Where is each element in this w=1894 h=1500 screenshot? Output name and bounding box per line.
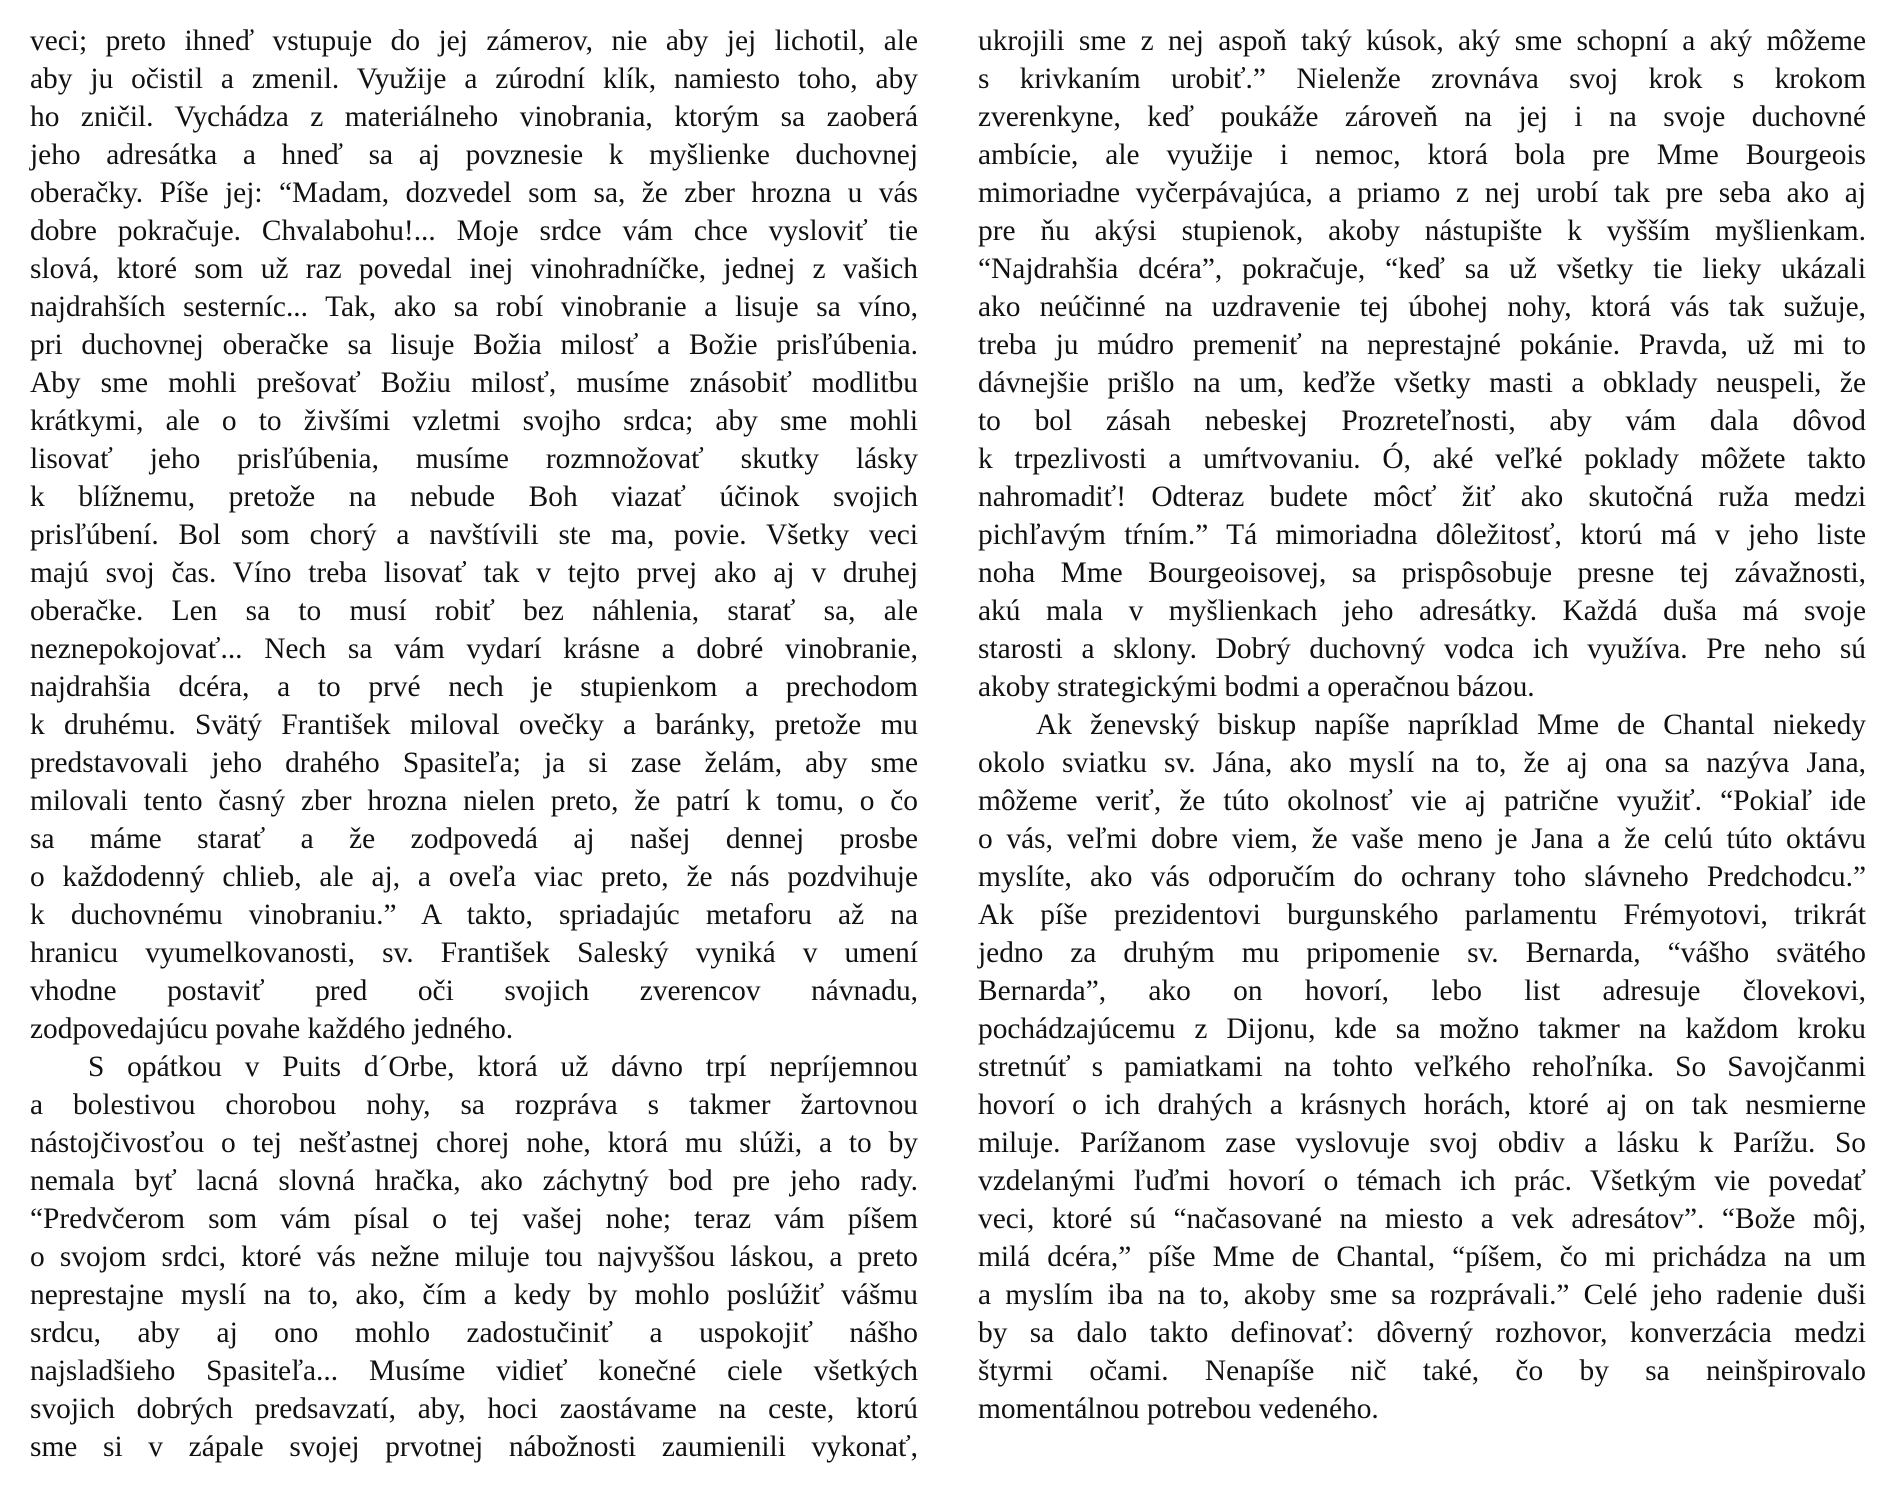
text-line: Bernarda”, ako on hovorí, lebo list adresuje človekovi, — [978, 975, 1866, 1007]
text-line: s krivkaním urobiť.” Nielenže zrovnáva svoj krok s krokom — [978, 63, 1866, 95]
text-line: aby ju očistil a zmenil. Využije a zúrodní klík, namiesto toho, aby — [30, 63, 918, 95]
text-line: sme si v zápale svojej prvotnej nábožnosti zaumienili vykonať, — [30, 1431, 918, 1463]
text-line: pre ňu akýsi stupienok, akoby nástupište k vyšším myšlienkam. — [978, 215, 1866, 247]
text-line: pichľavým tŕním.” Tá mimoriadna dôležitosť, ktorú má v jeho liste — [978, 519, 1866, 551]
text-line: pochádzajúcemu z Dijonu, kde sa možno takmer na každom kroku — [978, 1013, 1866, 1045]
text-line: mimoriadne vyčerpávajúca, a priamo z nej urobí tak pre seba ako aj — [978, 177, 1866, 209]
text-line: ambície, ale využije i nemoc, ktorá bola pre Mme Bourgeois — [978, 139, 1866, 171]
text-line: Aby sme mohli prešovať Božiu milosť, musíme znásobiť modlitbu — [30, 367, 918, 399]
text-line: S opátkou v Puits d´Orbe, ktorá už dávno trpí nepríjemnou — [88, 1051, 918, 1083]
text-line: dávnejšie prišlo na um, keďže všetky masti a obklady neuspeli, že — [978, 367, 1866, 399]
right-text-column — [978, 22, 1866, 1428]
text-line: o svojom srdci, ktoré vás nežne miluje tou najvyššou láskou, a preto — [30, 1241, 918, 1273]
text-line: veci; preto ihneď vstupuje do jej zámerov, nie aby jej lichotil, ale — [30, 25, 918, 57]
text-line: milá dcéra,” píše Mme de Chantal, “píšem, čo mi prichádza na um — [978, 1241, 1866, 1273]
text-line: a myslím iba na to, akoby sme sa rozprávali.” Celé jeho radenie duši — [978, 1279, 1866, 1311]
text-line: nemala byť lacná slovná hračka, ako záchytný bod pre jeho rady. — [30, 1165, 918, 1197]
text-line: ako neúčinné na uzdravenie tej úbohej nohy, ktorá vás tak sužuje, — [978, 291, 1866, 323]
text-line: vhodne postaviť pred oči svojich zverencov návnadu, — [30, 975, 918, 1007]
text-line: milovali tento časný zber hrozna nielen preto, že patrí k tomu, o čo — [30, 785, 918, 817]
text-line: zodpovedajúcu povahe každého jedného. — [30, 1013, 514, 1045]
text-line: pri duchovnej oberačke sa lisuje Božia milosť a Božie prisľúbenia. — [30, 329, 918, 361]
text-line: Ak ženevský biskup napíše napríklad Mme de Chantal niekedy — [1036, 709, 1866, 741]
text-line: oberačke. Len sa to musí robiť bez náhlenia, starať sa, ale — [30, 595, 918, 627]
text-line: predstavovali jeho drahého Spasiteľa; ja si zase želám, aby sme — [30, 747, 918, 779]
text-line: k trpezlivosti a umŕtvovaniu. Ó, aké veľké poklady môžete takto — [978, 443, 1866, 475]
text-line: to bol zásah nebeskej Prozreteľnosti, aby vám dala dôvod — [978, 405, 1866, 437]
text-line: najsladšieho Spasiteľa... Musíme vidieť konečné ciele všetkých — [30, 1355, 918, 1387]
text-line: hranicu vyumelkovanosti, sv. František Saleský vyniká v umení — [30, 937, 918, 969]
text-line: krátkymi, ale o to živšími vzletmi svojho srdca; aby sme mohli — [30, 405, 918, 437]
text-line: neprestajne myslí na to, ako, čím a kedy by mohlo poslúžiť vášmu — [30, 1279, 918, 1311]
text-line: srdcu, aby aj ono mohlo zadostučiniť a uspokojiť nášho — [30, 1317, 918, 1349]
left-text-column — [30, 22, 918, 1466]
text-line: majú svoj čas. Víno treba lisovať tak v tejto prvej ako aj v druhej — [30, 557, 918, 589]
text-line: okolo sviatku sv. Jána, ako myslí na to, že aj ona sa nazýva Jana, — [978, 747, 1866, 779]
text-line: treba ju múdro premeniť na neprestajné pokánie. Pravda, už mi to — [978, 329, 1866, 361]
text-line: o vás, veľmi dobre viem, že vaše meno je Jana a že celú túto oktávu — [978, 823, 1866, 855]
text-line: a bolestivou chorobou nohy, sa rozpráva s takmer žartovnou — [30, 1089, 918, 1121]
text-line: o každodenný chlieb, ale aj, a oveľa viac preto, že nás pozdvihuje — [30, 861, 918, 893]
text-line: jedno za druhým mu pripomenie sv. Bernarda, “vášho svätého — [978, 937, 1866, 969]
text-line: akoby strategickými bodmi a operačnou bázou. — [978, 671, 1535, 703]
text-line: nahromadiť! Odteraz budete môcť žiť ako skutočná ruža medzi — [978, 481, 1866, 513]
text-line: Ak píše prezidentovi burgunského parlamentu Frémyotovi, trikrát — [978, 899, 1866, 931]
text-line: noha Mme Bourgeoisovej, sa prispôsobuje presne tej závažnosti, — [978, 557, 1866, 589]
text-line: “Najdrahšia dcéra”, pokračuje, “keď sa už všetky tie lieky ukázali — [978, 253, 1866, 285]
text-line: štyrmi očami. Nenapíše nič také, čo by sa neinšpirovalo — [978, 1355, 1866, 1387]
text-line: akú mala v myšlienkach jeho adresátky. Každá duša má svoje — [978, 595, 1866, 627]
text-line: slová, ktoré som už raz povedal inej vinohradníčke, jednej z vašich — [30, 253, 918, 285]
text-line: momentálnou potrebou vedeného. — [978, 1393, 1379, 1425]
text-line: “Predvčerom som vám písal o tej vašej nohe; teraz vám píšem — [30, 1203, 918, 1235]
text-line: hovorí o ich drahých a krásnych horách, ktoré aj on tak nesmierne — [978, 1089, 1866, 1121]
text-line: ukrojili sme z nej aspoň taký kúsok, aký sme schopní a aký môžeme — [978, 25, 1866, 57]
text-line: môžeme veriť, že túto okolnosť vie aj patrične využiť. “Pokiaľ ide — [978, 785, 1866, 817]
text-line: ho zničil. Vychádza z materiálneho vinobrania, ktorým sa zaoberá — [30, 101, 918, 133]
text-line: k druhému. Svätý František miloval ovečky a baránky, pretože mu — [30, 709, 918, 741]
text-line: svojich dobrých predsavzatí, aby, hoci zaostávame na ceste, ktorú — [30, 1393, 918, 1425]
text-line: miluje. Parížanom zase vyslovuje svoj obdiv a lásku k Parížu. So — [978, 1127, 1866, 1159]
text-line: sa máme starať a že zodpovedá aj našej dennej prosbe — [30, 823, 918, 855]
text-line: myslíte, ako vás odporučím do ochrany toho slávneho Predchodcu.” — [978, 861, 1866, 893]
text-line: dobre pokračuje. Chvalabohu!... Moje srdce vám chce vysloviť tie — [30, 215, 918, 247]
text-line: by sa dalo takto definovať: dôverný rozhovor, konverzácia medzi — [978, 1317, 1866, 1349]
text-line: starosti a sklony. Dobrý duchovný vodca ich využíva. Pre neho sú — [978, 633, 1866, 665]
text-line: nástojčivosťou o tej nešťastnej chorej nohe, ktorá mu slúži, a to by — [30, 1127, 918, 1159]
text-line: prisľúbení. Bol som chorý a navštívili ste ma, povie. Všetky veci — [30, 519, 918, 551]
text-line: zverenkyne, keď poukáže zároveň na jej i na svoje duchovné — [978, 101, 1866, 133]
text-line: najdrahších sesterníc... Tak, ako sa robí vinobranie a lisuje sa víno, — [30, 291, 918, 323]
text-line: najdrahšia dcéra, a to prvé nech je stupienkom a prechodom — [30, 671, 918, 703]
text-line: neznepokojovať... Nech sa vám vydarí krásne a dobré vinobranie, — [30, 633, 918, 665]
text-line: k blížnemu, pretože na nebude Boh viazať účinok svojich — [30, 481, 918, 513]
text-line: veci, ktoré sú “načasované na miesto a vek adresátov”. “Bože môj, — [978, 1203, 1866, 1235]
text-line: jeho adresátka a hneď sa aj povznesie k myšlienke duchovnej — [30, 139, 918, 171]
text-line: oberačky. Píše jej: “Madam, dozvedel som sa, že zber hrozna u vás — [30, 177, 918, 209]
text-line: k duchovnému vinobraniu.” A takto, spriadajúc metaforu až na — [30, 899, 918, 931]
text-line: lisovať jeho prisľúbenia, musíme rozmnožovať skutky lásky — [30, 443, 918, 475]
text-line: vzdelanými ľuďmi hovorí o témach ich prác. Všetkým vie povedať — [978, 1165, 1866, 1197]
text-line: stretnúť s pamiatkami na tohto veľkého rehoľníka. So Savojčanmi — [978, 1051, 1866, 1083]
